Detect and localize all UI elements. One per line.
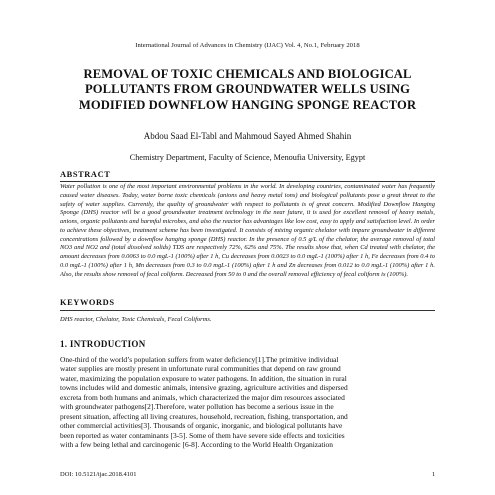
paper-title: REMOVAL OF TOXIC CHEMICALS AND BIOLOGICAL POLLUTANTS FROM GROUNDWATER WELLS USING MODIFIED DOWNFLOW HANGING SPONGE REACTOR (78, 67, 417, 112)
keywords-rule (60, 310, 435, 311)
abstract-heading: ABSTRACT (60, 170, 111, 179)
intro-line: water supplies are mostly present in unfortunate rural communities that depend on raw ground (60, 364, 341, 374)
affiliation: Chemistry Department, Faculty of Science, Menoufia University, Egypt (129, 153, 366, 162)
introduction-heading: 1. INTRODUCTION (60, 339, 146, 349)
journal-header: International Journal of Advances in Chemistry (IJAC) Vol. 4, No.1, February 2018 (135, 42, 360, 49)
authors: Abdou Saad El-Tabl and Mahmoud Sayed Ahmed Shahin (143, 131, 352, 141)
intro-line: towns includes wild and domestic animals, intensive grazing, agriculture activities and dispersed (60, 383, 348, 393)
keywords-heading: KEYWORDS (60, 298, 115, 307)
abstract-text: Water pollution is one of the most important environmental problems in the world. In developing countries, contaminated water has frequently caused water diseases. Today, water borne toxic chemicals (anions and heavy metal ions) and biological pollutants pose a great threat to the safety of water supplies. Currently, the quality of groundwater with respect to pollutants is of great concern. Modified Downflow Hanging Sponge (DHS) reactor will be a good groundwater treatment technology in the near future, it is used for excellent removal of heavy metals, anions, organic pollutants and harmful microbes, and also the reactor has advantages like low cost, easy to apply and satisfaction level. In order to achieve these objectives, treatment scheme has been investigated. It consists of mixing organic chelator with impure groundwater in different concentrations followed by a downflow hanging sponge (DHS) reactor. In the presence of 0.5 g/L of the chelator, the average removal of total NO3 and NO2 and (total dissolved solids) TDS are respectively 72%, 62% and 75%. The results show that, when Cd treated with chelator, the amount decreases from 0.0063 to 0.0 mgL-1 (100%) after 1 h, Cu decreases from 0.0023 to 0.0 mgL-1 (100%) after 1 h, Fe decreases from 0.4 to 0.0 mgL-1 (100%) after 1 h, Mn decreases from 0.3 to 0.0 mgL-1 (100%) after 1 h and Zn decreases from 0.012 to 0.0 mgL-1 (100%) after 1 h. Also, the results show removal of fecal coliform. Decreased from 50 to 0 and the overall removal efficiency of fecal coliform is (100%). (60, 183, 435, 278)
intro-line: excreta from both humans and animals, which characterized the major dim resources associated (60, 392, 345, 402)
page-number: 1 (432, 471, 436, 478)
intro-line: with groundwater pathogens[2].Therefore, water pollution has become a serious issue in the (60, 402, 334, 412)
intro-line: been reported as water contaminants [3-5]. Some of them have severe side effects and toxicities (60, 430, 345, 440)
intro-line: One-third of the world’s population suffers from water deficiency[1].The primitive individual (60, 355, 339, 364)
introduction-text (60, 355, 435, 450)
intro-line: present situation, affecting all living creatures, household, recreation, fishing, transportation, and (60, 411, 348, 421)
intro-line: with a few being lethal and carcinogenic [6-8]. According to the World Health Organization (60, 440, 333, 450)
intro-line: other commercial activities[3]. Thousands of organic, inorganic, and biological pollutants have (60, 421, 343, 431)
abstract-rule (60, 181, 435, 182)
keywords-text: DHS reactor, Chelator, Toxic Chemicals, Fecal Coliforms. (60, 316, 212, 323)
doi: DOI: 10.5121/ijac.2018.4101 (60, 471, 137, 478)
intro-line: water, maximizing the population exposure to water pathogens. In addition, the situation in rural (60, 373, 347, 383)
